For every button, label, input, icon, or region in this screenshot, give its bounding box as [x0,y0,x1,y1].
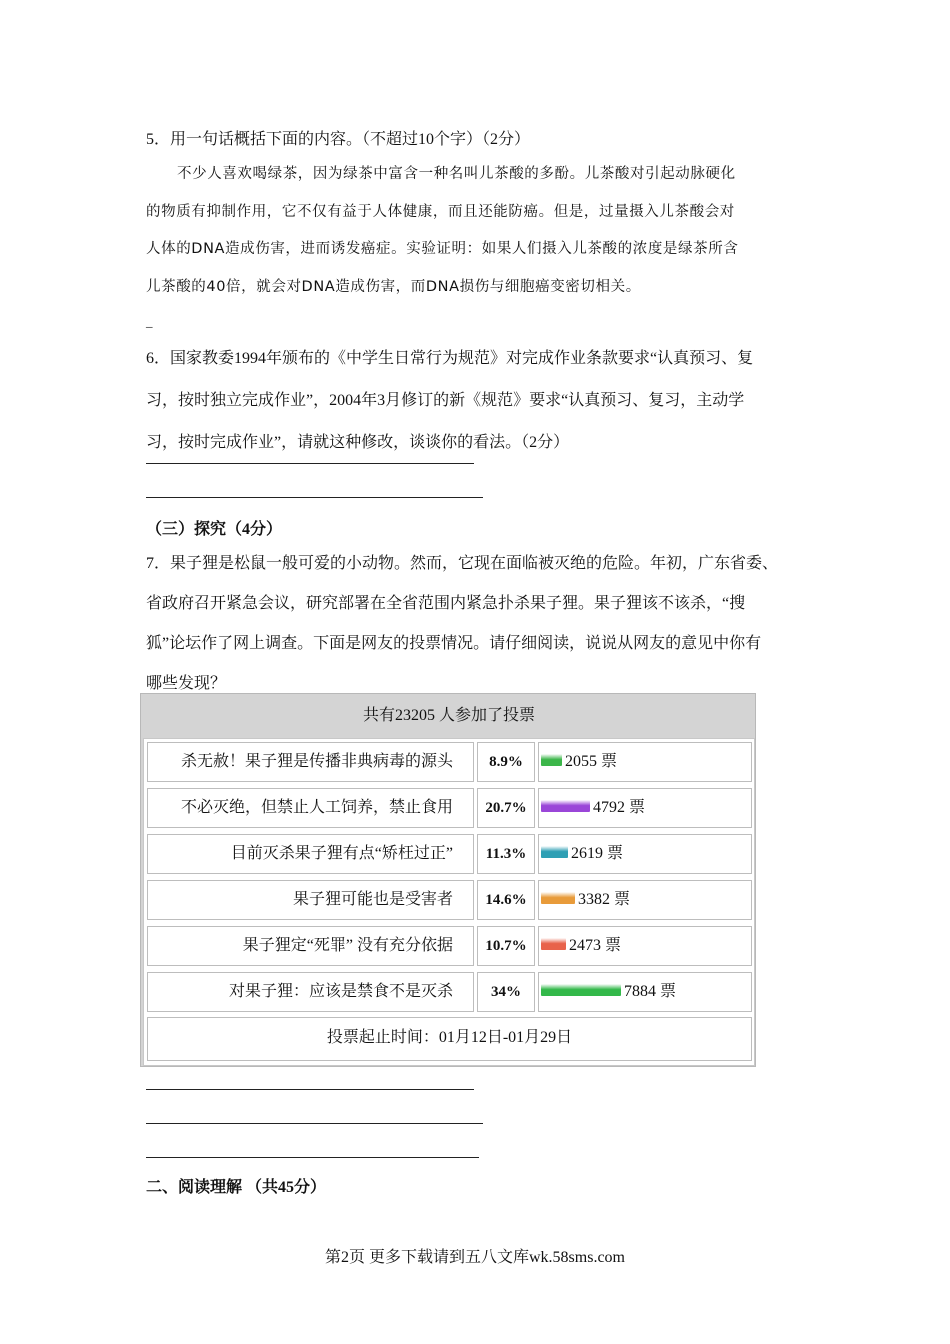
question-6 [146,338,810,464]
poll-vote-bar [541,846,568,858]
poll-row [144,877,754,923]
poll-vote-bar [541,800,590,812]
question-6-line: 习，按时独立完成作业”，2004年3月修订的新《规范》要求“认真预习、复习，主动学 [146,392,745,409]
passage-line: 的物质有抑制作用，它不仅有益于人体健康，而且还能防癌。但是，过量摄入儿茶酸会对 [146,203,735,220]
poll-results-table [140,693,756,1067]
poll-option-bar-cell [538,880,752,920]
poll-option-bar-cell [538,742,752,782]
poll-row [144,923,754,969]
page-footer: 第2页 更多下载请到五八文库wk.58sms.com [324,1249,625,1266]
poll-vote-count: 4792 票 [593,799,646,816]
poll-row [144,739,754,785]
poll-option-label: 目前灭杀果子狸有点“矫枉过正” [147,834,474,874]
question-5: 5．用一句话概括下面的内容。（不超过10个字）（2分） [146,131,531,148]
poll-vote-bar [541,892,575,904]
poll-option-percent: 10.7% [477,926,535,966]
question-7-line: 7．果子狸是松鼠一般可爱的小动物。然而，它现在面临被灭绝的危险。年初，广东省委、 [146,555,779,572]
passage-line: 不少人喜欢喝绿茶，因为绿茶中富含一种名叫儿茶酸的多酚。儿茶酸对引起动脉硬化 [177,166,736,182]
question-7-line: 狐”论坛作了网上调查。下面是网友的投票情况。请仔细阅读，说说从网友的意见中你有 [146,635,762,652]
poll-row [144,831,754,877]
poll-option-percent: 14.6% [477,880,535,920]
passage-green-tea [146,156,810,306]
poll-row [144,969,754,1015]
answer-line [146,1123,483,1124]
passage-line: 人体的DNA造成伤害，进而诱发癌症。实验证明：如果人们摄入儿茶酸的浓度是绿茶所含 [146,241,739,257]
poll-option-label: 不必灭绝，但禁止人工饲养，禁止食用 [147,788,474,828]
poll-vote-count: 2473 票 [569,937,622,954]
poll-option-percent: 11.3% [477,834,535,874]
poll-vote-count: 2055 票 [565,753,618,770]
question-7-line: 哪些发现？ [146,675,227,692]
poll-vote-bar [541,754,562,766]
passage-line: 儿茶酸的40倍，就会对DNA造成伤害，而DNA损伤与细胞癌变密切相关。 [146,278,641,295]
poll-body [143,738,755,1066]
section-heading-reading: 二、阅读理解 （共45分） [146,1179,327,1196]
answer-line [146,1089,474,1090]
answer-line [146,497,483,498]
question-7 [146,544,810,704]
poll-date-range: 投票起止时间：01月12日-01月29日 [147,1017,752,1061]
poll-header: 共有23205 人参加了投票 [362,707,535,724]
poll-option-bar-cell [538,788,752,828]
answer-line [146,463,474,464]
poll-row [144,785,754,831]
poll-option-bar-cell [538,926,752,966]
section-heading-explore: （三）探究（4分） [146,521,283,538]
poll-option-label: 果子狸定“死罪” 没有充分依据 [147,926,474,966]
poll-option-percent: 34% [477,972,535,1012]
poll-option-label: 对果子狸：应该是禁食不是灭杀 [147,972,474,1012]
question-7-line: 省政府召开紧急会议，研究部署在全省范围内紧急扑杀果子狸。果子狸该不该杀，“搜 [146,595,746,612]
poll-vote-count: 7884 票 [624,983,677,1000]
poll-option-bar-cell [538,834,752,874]
poll-vote-count: 2619 票 [571,845,624,862]
question-6-line: 6．国家教委1994年颁布的《中学生日常行为规范》对完成作业条款要求“认真预习、复 [146,350,754,367]
answer-line [146,1157,479,1158]
poll-option-percent: 8.9% [477,742,535,782]
poll-vote-bar [541,984,621,996]
poll-vote-bar [541,938,566,950]
poll-option-label: 果子狸可能也是受害者 [147,880,474,920]
poll-vote-count: 3382 票 [578,891,631,908]
answer-blank-marker: _ [146,314,153,329]
poll-option-label: 杀无赦！果子狸是传播非典病毒的源头 [147,742,474,782]
question-6-line: 习，按时完成作业”，请就这种修改，谈谈你的看法。（2分） [146,434,570,451]
poll-option-percent: 20.7% [477,788,535,828]
poll-option-bar-cell [538,972,752,1012]
